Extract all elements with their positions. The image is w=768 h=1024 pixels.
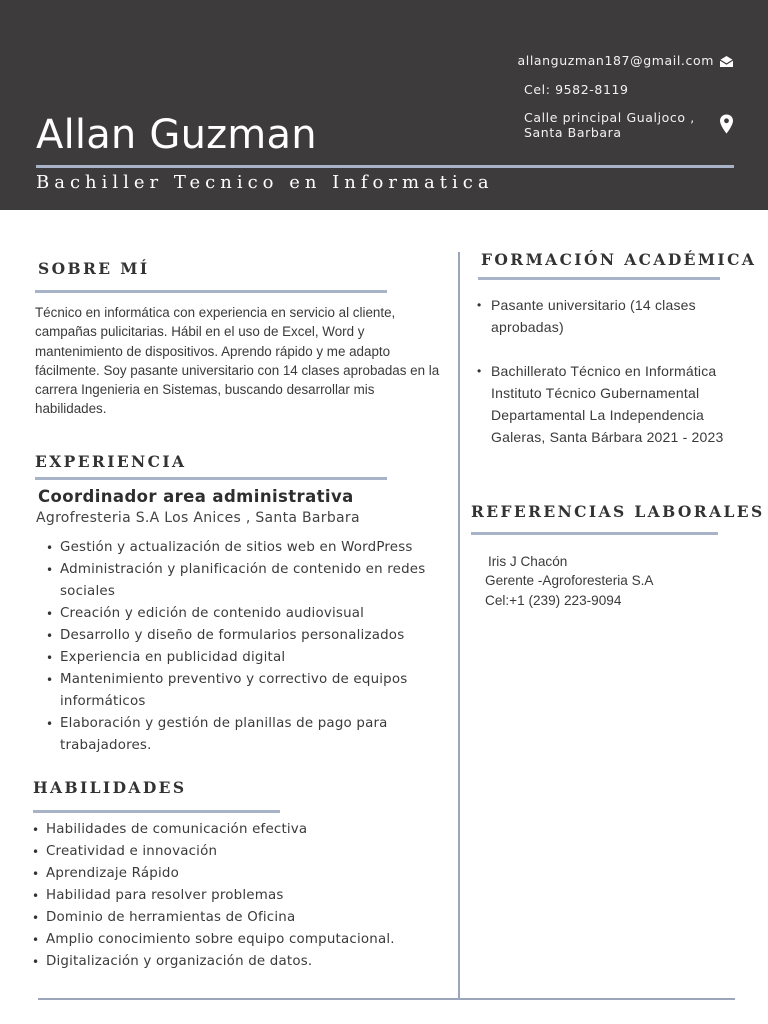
list-item: • Habilidad para resolver problemas — [32, 885, 447, 907]
list-item: • Creatividad e innovación — [32, 841, 447, 863]
education-section-title: FORMACIÓN ACADÉMICA — [481, 250, 757, 269]
job-company: Agrofresteria S.A Los Anices , Santa Barbara — [36, 510, 360, 526]
list-item: • Bachillerato Técnico en Informática Instituto Técnico Gubernamental Departamental La Independencia Galeras, Santa Bárbara 2021 - 2023 — [477, 360, 739, 448]
skills-section-rule — [33, 810, 280, 813]
contact-address — [524, 110, 714, 140]
reference-name: Iris J Chacón — [488, 554, 568, 569]
list-item: • Aprendizaje Rápido — [32, 863, 447, 885]
list-item: • Elaboración y gestión de planillas de pago para trabajadores. — [46, 713, 446, 757]
envelope-icon — [719, 55, 734, 68]
list-item: • Gestión y actualización de sitios web en WordPress — [46, 537, 446, 559]
list-item: • Desarrollo y diseño de formularios personalizados — [46, 625, 446, 647]
map-pin-icon — [719, 114, 734, 134]
reference-phone: Cel:+1 (239) 223-9094 — [485, 592, 622, 608]
experience-section-title: EXPERIENCIA — [35, 452, 187, 471]
resume-header — [0, 0, 768, 210]
list-item: • Pasante universitario (14 clases aprobadas) — [477, 294, 739, 338]
references-section-title: REFERENCIAS LABORALES — [471, 502, 765, 521]
header-divider — [36, 165, 734, 168]
references-section-rule — [471, 532, 718, 535]
list-item: • Habilidades de comunicación efectiva — [32, 819, 447, 841]
candidate-headline: Bachiller Tecnico en Informatica — [36, 172, 494, 193]
address-line-2: Santa Barbara — [524, 125, 622, 140]
column-divider — [458, 252, 460, 999]
about-text: Técnico en informática con experiencia en servicio al cliente, campañas pulicitarias. Hábil en el uso de Excel, Word y mantenimiento de dispositivos. Aprendo rápido y me adapto fácilmente. Soy pasante universitario con 14 clases aprobadas en la carrera Ingenieria en Sistemas, buscando desarrollar mis habilidades. — [35, 305, 440, 417]
contact-email[interactable]: allanguzman187@gmail.com — [517, 53, 714, 68]
reference-role: Gerente -Agroforesteria S.A — [485, 573, 654, 589]
skills-section-title: HABILIDADES — [33, 778, 187, 797]
candidate-name: Allan Guzman — [36, 112, 317, 158]
reference-entry — [485, 552, 654, 610]
about-section-rule — [35, 290, 387, 293]
skills-list — [32, 819, 447, 973]
bottom-divider — [38, 998, 735, 1000]
experience-section-rule — [35, 477, 387, 480]
job-title: Coordinador area administrativa — [38, 487, 354, 506]
experience-list — [46, 537, 446, 757]
contact-phone: Cel: 9582-8119 — [524, 82, 629, 97]
list-item: • Creación y edición de contenido audiovisual — [46, 603, 446, 625]
list-item: • Mantenimiento preventivo y correctivo de equipos informáticos — [46, 669, 446, 713]
about-section-title: SOBRE MÍ — [38, 259, 150, 278]
education-section-rule — [478, 277, 720, 280]
list-item: • Dominio de herramientas de Oficina — [32, 907, 447, 929]
address-line-1: Calle principal Gualjoco , — [524, 110, 695, 125]
list-item: • Amplio conocimiento sobre equipo computacional. — [32, 929, 447, 951]
list-item: • Administración y planificación de contenido en redes sociales — [46, 559, 446, 603]
education-list — [477, 294, 739, 448]
list-item: • Digitalización y organización de datos. — [32, 951, 447, 973]
list-item: • Experiencia en publicidad digital — [46, 647, 446, 669]
